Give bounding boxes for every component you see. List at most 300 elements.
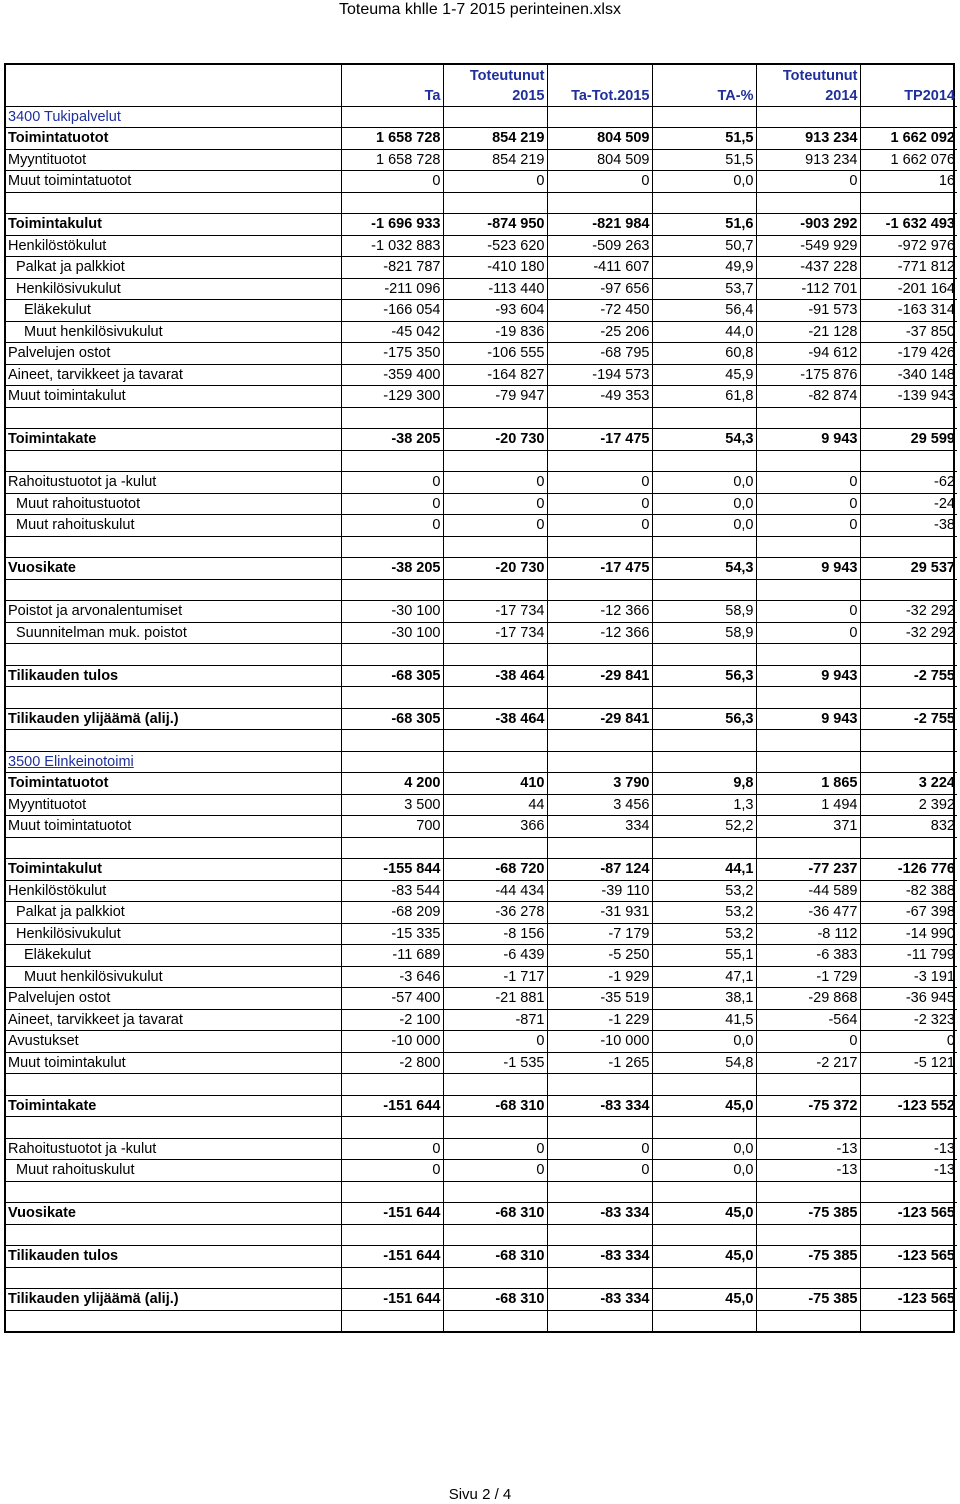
row-label: Henkilöstökulut: [6, 880, 341, 902]
value-cell: -3 646: [341, 966, 443, 988]
subtotal-row: [6, 859, 957, 881]
table-row: [6, 364, 957, 386]
value-cell: -32 292: [860, 622, 957, 644]
empty-cell: [341, 407, 443, 429]
empty-cell: [341, 106, 443, 128]
value-cell: -75 372: [756, 1095, 860, 1117]
empty-cell: [652, 1267, 756, 1289]
row-label: Toimintakate: [6, 1095, 341, 1117]
row-label: Eläkekulut: [6, 945, 341, 967]
subtotal-row: [6, 558, 957, 580]
empty-cell: [547, 837, 652, 859]
table-row: [6, 923, 957, 945]
table-row: [6, 880, 957, 902]
row-label: Henkilöstökulut: [6, 235, 341, 257]
report-table: [4, 63, 955, 1333]
value-cell: 854 219: [443, 149, 547, 171]
value-cell: 3 790: [547, 773, 652, 795]
value-cell: 0: [341, 1138, 443, 1160]
empty-cell: [443, 106, 547, 128]
empty-cell: [341, 192, 443, 214]
subtotal-row: [6, 1289, 957, 1311]
value-cell: -91 573: [756, 300, 860, 322]
value-cell: -32 292: [860, 601, 957, 623]
empty-cell: [860, 837, 957, 859]
empty-cell: [341, 450, 443, 472]
value-cell: -21 128: [756, 321, 860, 343]
value-cell: 0: [341, 171, 443, 193]
table-row: [6, 149, 957, 171]
value-cell: 0: [756, 472, 860, 494]
header-ta: Ta: [341, 65, 443, 106]
value-cell: 0: [443, 1031, 547, 1053]
empty-cell: [652, 837, 756, 859]
value-cell: -112 701: [756, 278, 860, 300]
value-cell: 0: [341, 515, 443, 537]
empty-cell: [341, 644, 443, 666]
value-cell: -5 121: [860, 1052, 957, 1074]
header-toteutunut-2015: Toteutunut 2015: [443, 65, 547, 106]
empty-cell: [341, 730, 443, 752]
blank-row: [6, 450, 957, 472]
table-row: [6, 493, 957, 515]
value-cell: -25 206: [547, 321, 652, 343]
section-heading: 3400 Tukipalvelut: [6, 106, 341, 128]
value-cell: -151 644: [341, 1095, 443, 1117]
empty-cell: [443, 751, 547, 773]
value-cell: -62: [860, 472, 957, 494]
table-row: [6, 321, 957, 343]
value-cell: 0: [547, 472, 652, 494]
empty-cell: [756, 536, 860, 558]
empty-cell: [860, 192, 957, 214]
empty-cell: [6, 730, 341, 752]
value-cell: 0: [860, 1031, 957, 1053]
row-label: Henkilösivukulut: [6, 278, 341, 300]
empty-cell: [652, 1181, 756, 1203]
value-cell: 2 392: [860, 794, 957, 816]
blank-row: [6, 1181, 957, 1203]
value-cell: 334: [547, 816, 652, 838]
empty-cell: [756, 837, 860, 859]
empty-cell: [756, 1074, 860, 1096]
value-cell: -5 250: [547, 945, 652, 967]
value-cell: 913 234: [756, 149, 860, 171]
value-cell: -68 305: [341, 665, 443, 687]
value-cell: -151 644: [341, 1246, 443, 1268]
table-row: [6, 343, 957, 365]
value-cell: 371: [756, 816, 860, 838]
section-heading-row: [6, 751, 957, 773]
empty-cell: [6, 837, 341, 859]
empty-cell: [443, 450, 547, 472]
subtotal-row: [6, 708, 957, 730]
empty-cell: [860, 687, 957, 709]
empty-cell: [756, 687, 860, 709]
empty-cell: [860, 1267, 957, 1289]
value-cell: 1,3: [652, 794, 756, 816]
table-row: [6, 1031, 957, 1053]
value-cell: -6 383: [756, 945, 860, 967]
empty-cell: [547, 687, 652, 709]
row-label: Muut rahoitustuotot: [6, 493, 341, 515]
empty-cell: [341, 1181, 443, 1203]
empty-cell: [652, 106, 756, 128]
value-cell: 1 658 728: [341, 128, 443, 150]
value-cell: 1 658 728: [341, 149, 443, 171]
empty-cell: [547, 106, 652, 128]
row-label: Myyntituotot: [6, 794, 341, 816]
empty-cell: [756, 1310, 860, 1331]
empty-cell: [341, 579, 443, 601]
value-cell: -82 874: [756, 386, 860, 408]
value-cell: -340 148: [860, 364, 957, 386]
blank-row: [6, 407, 957, 429]
value-cell: 0: [443, 1138, 547, 1160]
empty-cell: [443, 192, 547, 214]
value-cell: -87 124: [547, 859, 652, 881]
empty-cell: [443, 1074, 547, 1096]
value-cell: 0,0: [652, 1160, 756, 1182]
value-cell: 45,0: [652, 1246, 756, 1268]
value-cell: -7 179: [547, 923, 652, 945]
empty-cell: [860, 730, 957, 752]
subtotal-row: [6, 1203, 957, 1225]
value-cell: -871: [443, 1009, 547, 1031]
value-cell: -35 519: [547, 988, 652, 1010]
value-cell: -38 205: [341, 558, 443, 580]
value-cell: -68 310: [443, 1095, 547, 1117]
value-cell: -1 929: [547, 966, 652, 988]
header-blank-cell: [6, 65, 341, 106]
empty-cell: [547, 536, 652, 558]
value-cell: -2 755: [860, 665, 957, 687]
table-row: [6, 902, 957, 924]
value-cell: -523 620: [443, 235, 547, 257]
value-cell: 700: [341, 816, 443, 838]
value-cell: 0: [547, 1160, 652, 1182]
value-cell: -12 366: [547, 622, 652, 644]
value-cell: 0,0: [652, 1138, 756, 1160]
row-label: Aineet, tarvikkeet ja tavarat: [6, 364, 341, 386]
value-cell: -2 755: [860, 708, 957, 730]
value-cell: 9 943: [756, 429, 860, 451]
value-cell: 54,3: [652, 558, 756, 580]
empty-cell: [756, 644, 860, 666]
value-cell: -11 689: [341, 945, 443, 967]
empty-cell: [547, 730, 652, 752]
value-cell: 45,0: [652, 1095, 756, 1117]
value-cell: 0: [341, 472, 443, 494]
header-toteutunut-2014: Toteutunut 2014: [756, 65, 860, 106]
empty-cell: [652, 192, 756, 214]
blank-row: [6, 644, 957, 666]
value-cell: -29 841: [547, 708, 652, 730]
value-cell: -38 464: [443, 665, 547, 687]
row-label: Toimintatuotot: [6, 773, 341, 795]
value-cell: -1 229: [547, 1009, 652, 1031]
value-cell: -2 323: [860, 1009, 957, 1031]
value-cell: -14 990: [860, 923, 957, 945]
table-row: [6, 945, 957, 967]
value-cell: 0: [443, 1160, 547, 1182]
row-label: Toimintakate: [6, 429, 341, 451]
value-cell: -8 156: [443, 923, 547, 945]
empty-cell: [6, 536, 341, 558]
empty-cell: [652, 1074, 756, 1096]
value-cell: -151 644: [341, 1289, 443, 1311]
value-cell: -29 841: [547, 665, 652, 687]
value-cell: 44,0: [652, 321, 756, 343]
value-cell: -75 385: [756, 1246, 860, 1268]
value-cell: 4 200: [341, 773, 443, 795]
value-cell: -75 385: [756, 1203, 860, 1225]
empty-cell: [756, 579, 860, 601]
value-cell: -68 720: [443, 859, 547, 881]
empty-cell: [6, 687, 341, 709]
value-cell: -211 096: [341, 278, 443, 300]
row-label: Rahoitustuotot ja -kulut: [6, 1138, 341, 1160]
value-cell: 49,9: [652, 257, 756, 279]
empty-cell: [756, 407, 860, 429]
empty-cell: [6, 1267, 341, 1289]
value-cell: 44,1: [652, 859, 756, 881]
document-title: Toteuma khlle 1-7 2015 perinteinen.xlsx: [339, 1, 621, 18]
empty-cell: [756, 1267, 860, 1289]
empty-cell: [6, 407, 341, 429]
value-cell: -36 945: [860, 988, 957, 1010]
value-cell: 61,8: [652, 386, 756, 408]
row-label: Rahoitustuotot ja -kulut: [6, 472, 341, 494]
empty-cell: [860, 1310, 957, 1331]
row-label: Tilikauden tulos: [6, 1246, 341, 1268]
value-cell: -30 100: [341, 622, 443, 644]
value-cell: -38 205: [341, 429, 443, 451]
value-cell: 0,0: [652, 171, 756, 193]
empty-cell: [652, 450, 756, 472]
value-cell: 51,6: [652, 214, 756, 236]
row-label: Palkat ja palkkiot: [6, 902, 341, 924]
value-cell: -874 950: [443, 214, 547, 236]
header-tp2014: TP2014: [860, 65, 957, 106]
value-cell: 410: [443, 773, 547, 795]
table-row: [6, 257, 957, 279]
table-row: [6, 386, 957, 408]
row-label: Palvelujen ostot: [6, 988, 341, 1010]
empty-cell: [341, 687, 443, 709]
subtotal-row: [6, 1095, 957, 1117]
value-cell: 0: [341, 1160, 443, 1182]
empty-cell: [652, 730, 756, 752]
table-row: [6, 278, 957, 300]
empty-cell: [443, 1224, 547, 1246]
empty-cell: [443, 837, 547, 859]
value-cell: -68 795: [547, 343, 652, 365]
value-cell: 0: [756, 493, 860, 515]
value-cell: -123 565: [860, 1246, 957, 1268]
value-cell: -194 573: [547, 364, 652, 386]
value-cell: 0: [756, 171, 860, 193]
empty-cell: [341, 837, 443, 859]
value-cell: -83 334: [547, 1203, 652, 1225]
empty-cell: [443, 644, 547, 666]
value-cell: -17 475: [547, 429, 652, 451]
value-cell: 53,2: [652, 880, 756, 902]
value-cell: 1 494: [756, 794, 860, 816]
value-cell: -37 850: [860, 321, 957, 343]
value-cell: 56,3: [652, 708, 756, 730]
row-label: Muut toimintatuotot: [6, 816, 341, 838]
header-ta-tot-2015: Ta-Tot.2015: [547, 65, 652, 106]
empty-cell: [547, 192, 652, 214]
value-cell: -45 042: [341, 321, 443, 343]
value-cell: -83 544: [341, 880, 443, 902]
empty-cell: [547, 1310, 652, 1331]
value-cell: -67 398: [860, 902, 957, 924]
value-cell: 0: [443, 515, 547, 537]
blank-row: [6, 1117, 957, 1139]
blank-row: [6, 536, 957, 558]
empty-cell: [652, 1117, 756, 1139]
subtotal-row: [6, 214, 957, 236]
row-label: Vuosikate: [6, 1203, 341, 1225]
header-ta-percent: TA-%: [652, 65, 756, 106]
row-label: Muut rahoituskulut: [6, 1160, 341, 1182]
value-cell: -6 439: [443, 945, 547, 967]
value-cell: -83 334: [547, 1246, 652, 1268]
value-cell: -68 310: [443, 1246, 547, 1268]
empty-cell: [443, 730, 547, 752]
value-cell: 47,1: [652, 966, 756, 988]
empty-cell: [547, 1074, 652, 1096]
empty-cell: [6, 1224, 341, 1246]
value-cell: -94 612: [756, 343, 860, 365]
value-cell: 3 456: [547, 794, 652, 816]
value-cell: -31 931: [547, 902, 652, 924]
value-cell: 0: [443, 493, 547, 515]
empty-cell: [6, 192, 341, 214]
empty-cell: [756, 751, 860, 773]
value-cell: -163 314: [860, 300, 957, 322]
empty-cell: [756, 730, 860, 752]
empty-cell: [547, 1117, 652, 1139]
empty-cell: [860, 407, 957, 429]
value-cell: -17 475: [547, 558, 652, 580]
value-cell: -1 265: [547, 1052, 652, 1074]
value-cell: -10 000: [547, 1031, 652, 1053]
empty-cell: [756, 192, 860, 214]
row-label: Suunnitelman muk. poistot: [6, 622, 341, 644]
value-cell: 60,8: [652, 343, 756, 365]
value-cell: 54,8: [652, 1052, 756, 1074]
value-cell: -123 565: [860, 1289, 957, 1311]
empty-cell: [341, 1310, 443, 1331]
empty-cell: [443, 579, 547, 601]
value-cell: 54,3: [652, 429, 756, 451]
empty-cell: [547, 579, 652, 601]
blank-row: [6, 837, 957, 859]
subtotal-row: [6, 429, 957, 451]
value-cell: 9 943: [756, 665, 860, 687]
value-cell: 51,5: [652, 149, 756, 171]
section-heading: 3500 Elinkeinotoimi: [6, 751, 341, 773]
empty-cell: [443, 1310, 547, 1331]
value-cell: -77 237: [756, 859, 860, 881]
value-cell: -83 334: [547, 1095, 652, 1117]
blank-row: [6, 730, 957, 752]
empty-cell: [652, 751, 756, 773]
value-cell: 51,5: [652, 128, 756, 150]
value-cell: 45,9: [652, 364, 756, 386]
value-cell: 56,3: [652, 665, 756, 687]
value-cell: -38: [860, 515, 957, 537]
value-cell: -166 054: [341, 300, 443, 322]
table-row: [6, 794, 957, 816]
value-cell: 50,7: [652, 235, 756, 257]
value-cell: -83 334: [547, 1289, 652, 1311]
table-row: [6, 816, 957, 838]
empty-cell: [6, 579, 341, 601]
table-row: [6, 171, 957, 193]
empty-cell: [547, 751, 652, 773]
row-label: Tilikauden tulos: [6, 665, 341, 687]
value-cell: 0,0: [652, 472, 756, 494]
value-cell: -771 812: [860, 257, 957, 279]
value-cell: 0: [547, 171, 652, 193]
value-cell: -903 292: [756, 214, 860, 236]
empty-cell: [860, 751, 957, 773]
value-cell: -1 535: [443, 1052, 547, 1074]
value-cell: 9,8: [652, 773, 756, 795]
empty-cell: [341, 1074, 443, 1096]
row-label: Muut toimintakulut: [6, 1052, 341, 1074]
empty-cell: [443, 536, 547, 558]
value-cell: -21 881: [443, 988, 547, 1010]
empty-cell: [341, 1117, 443, 1139]
value-cell: -164 827: [443, 364, 547, 386]
value-cell: -17 734: [443, 601, 547, 623]
value-cell: -68 310: [443, 1203, 547, 1225]
value-cell: -2 217: [756, 1052, 860, 1074]
value-cell: 53,2: [652, 902, 756, 924]
value-cell: -75 385: [756, 1289, 860, 1311]
row-label: Aineet, tarvikkeet ja tavarat: [6, 1009, 341, 1031]
value-cell: -68 310: [443, 1289, 547, 1311]
value-cell: 0: [443, 472, 547, 494]
section-heading-row: [6, 106, 957, 128]
table-row: [6, 235, 957, 257]
value-cell: -2 100: [341, 1009, 443, 1031]
value-cell: 832: [860, 816, 957, 838]
value-cell: 0: [547, 493, 652, 515]
value-cell: -1 729: [756, 966, 860, 988]
row-label: Poistot ja arvonalentumiset: [6, 601, 341, 623]
value-cell: -129 300: [341, 386, 443, 408]
empty-cell: [652, 687, 756, 709]
empty-cell: [443, 687, 547, 709]
value-cell: -1 032 883: [341, 235, 443, 257]
value-cell: 9 943: [756, 558, 860, 580]
empty-cell: [860, 579, 957, 601]
value-cell: 3 224: [860, 773, 957, 795]
value-cell: -38 464: [443, 708, 547, 730]
value-cell: 0: [756, 1031, 860, 1053]
table-row: [6, 1138, 957, 1160]
value-cell: -13: [756, 1160, 860, 1182]
value-cell: 0,0: [652, 1031, 756, 1053]
blank-row: [6, 1310, 957, 1331]
empty-cell: [6, 644, 341, 666]
